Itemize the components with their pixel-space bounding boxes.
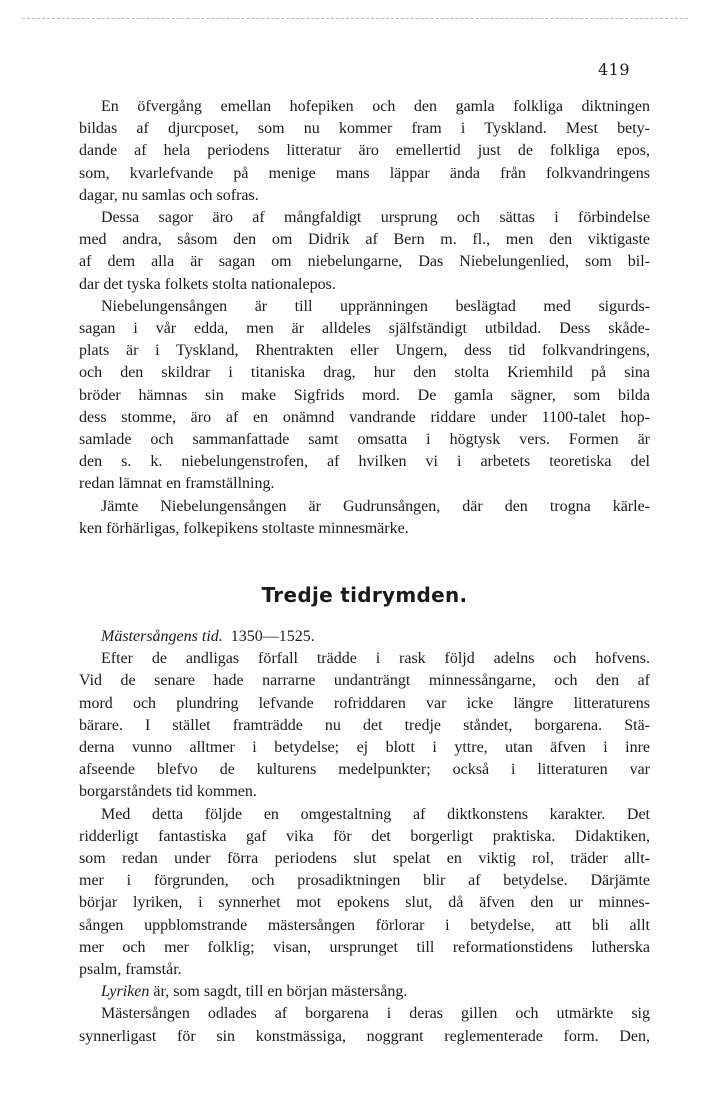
text-line: samlade och sammanfattade samt omsatta i högtysk vers. Formen är <box>79 431 650 449</box>
text-line: som redan under förra periodens slut spelat en viktig rol, träder allt- <box>79 850 650 868</box>
lyriken-rest: är, som sagdt, till en början mästersång. <box>149 983 408 1001</box>
section-2-paragraphs <box>79 648 650 981</box>
text-line: bildas af djurcposet, som nu kommer fram i Tyskland. Mest bety- <box>79 120 650 138</box>
text-line: psalm, framstår. <box>79 961 182 979</box>
paragraph <box>79 207 650 296</box>
text-line: och den skildrar i titaniska drag, hur den stolta Kriemhild på sina <box>79 364 650 382</box>
text-line: dagar, nu samlas och sofras. <box>79 186 259 204</box>
paragraph <box>79 804 650 982</box>
text-line: En öfvergång emellan hofepiken och den gamla folkliga diktningen <box>101 98 650 115</box>
text-line: den s. k. niebelungenstrofen, af hvilken vi i arbetets teoretiska del <box>79 453 650 471</box>
text-line: redan lämnat en framställning. <box>79 475 275 493</box>
body-text-section-1 <box>79 96 650 540</box>
text-line: sagan i vår edda, men är alldeles själfständigt utbildad. Dess skåde- <box>79 320 650 338</box>
text-line: Vid de senare hade narrarne undanträngt minnessångarne, och den af <box>79 672 650 690</box>
lyriken-italic: Lyriken <box>101 983 150 1001</box>
text-line: Dessa sagor äro af mångfaldigt ursprung och sättas i förbindelse <box>101 209 650 227</box>
text-line: af dem alla är sagan om niebelungarne, Das Niebelungenlied, som bil- <box>79 253 650 271</box>
text-line: börjar lyriken, i synnerhet mot epokens slut, då äfven den ur minnes- <box>79 894 650 912</box>
subtitle-years: 1350—1525. <box>230 628 315 645</box>
text-line: synnerligast för sin konstmässiga, noggrant reglementerade form. Den, <box>79 1027 650 1045</box>
text-line: bärare. I stället framträdde nu det tredje ståndet, borgarena. Stä- <box>79 716 650 734</box>
text-line: som, kvarlefvande på menige mans läppar ända från folkvandringens <box>79 164 650 182</box>
text-line: borgarståndets tid kommen. <box>79 783 257 801</box>
subtitle-italic: Mästersångens tid. <box>101 628 223 645</box>
page-number: 419 <box>597 60 630 79</box>
top-rule <box>22 18 688 19</box>
text-line: mord och plundring lefvande rofriddaren var icke längre litteraturens <box>79 694 650 712</box>
text-line: dar det tyska folkets stolta nationalepos. <box>79 275 336 293</box>
paragraph <box>79 648 650 803</box>
text-line: mer och mer folklig; visan, ursprunget till reformationstidens lutherska <box>79 938 650 956</box>
final-paragraph <box>79 1003 650 1047</box>
paragraph <box>79 496 650 540</box>
text-line: dess stomme, äro af en onämnd vandrande riddare under 1100-talet hop- <box>79 408 650 426</box>
subtitle-line <box>79 626 650 648</box>
text-line: bröder hämnas sin make Sigfrids mord. De gamla sägner, som bilda <box>79 386 650 404</box>
text-line: Efter de andligas förfall trädde i rask följd adelns och hofvens. <box>101 650 650 668</box>
text-line: Mästersången odlades af borgarena i deras gillen och utmärkte sig <box>101 1005 650 1023</box>
text-line: sången uppblomstrande mästersången förlorar i betydelse, att bli allt <box>79 916 650 934</box>
text-line: med andra, såsom den om Didrik af Bern m. fl., men den viktigaste <box>79 231 650 249</box>
body-text-section-2 <box>79 626 650 1048</box>
text-line: Jämte Niebelungensången är Gudrunsången, där den trogna kärle- <box>101 497 650 515</box>
paragraph <box>79 96 650 207</box>
lyriken-line <box>79 981 650 1003</box>
text-line: Med detta följde en omgestaltning af diktkonstens karakter. Det <box>101 805 650 823</box>
paragraph <box>79 296 650 496</box>
text-line: Niebelungensången är till uppränningen beslägtad med sigurds- <box>101 297 650 315</box>
text-line: plats är i Tyskland, Rhentrakten eller Ungern, dess tid folkvandringens, <box>79 342 650 360</box>
text-line: afseende blefvo de kulturens medelpunkter; också i litteraturen var <box>79 761 650 779</box>
section-heading: Tredje tidrymden. <box>261 583 468 607</box>
text-line: ken förhärligas, folkepikens stoltaste minnesmärke. <box>79 519 409 537</box>
text-line: dande af hela periodens litteratur äro emellertid just de folkliga epos, <box>79 142 650 160</box>
text-line: ridderligt fantastiska gaf vika för det borgerligt praktiska. Didaktiken, <box>79 827 650 845</box>
text-line: derna vunno alltmer i betydelse; ej blott i yttre, utan äfven i inre <box>79 739 650 757</box>
text-line: mer i förgrunden, och prosadiktningen blir af betydelse. Därjämte <box>79 872 650 890</box>
